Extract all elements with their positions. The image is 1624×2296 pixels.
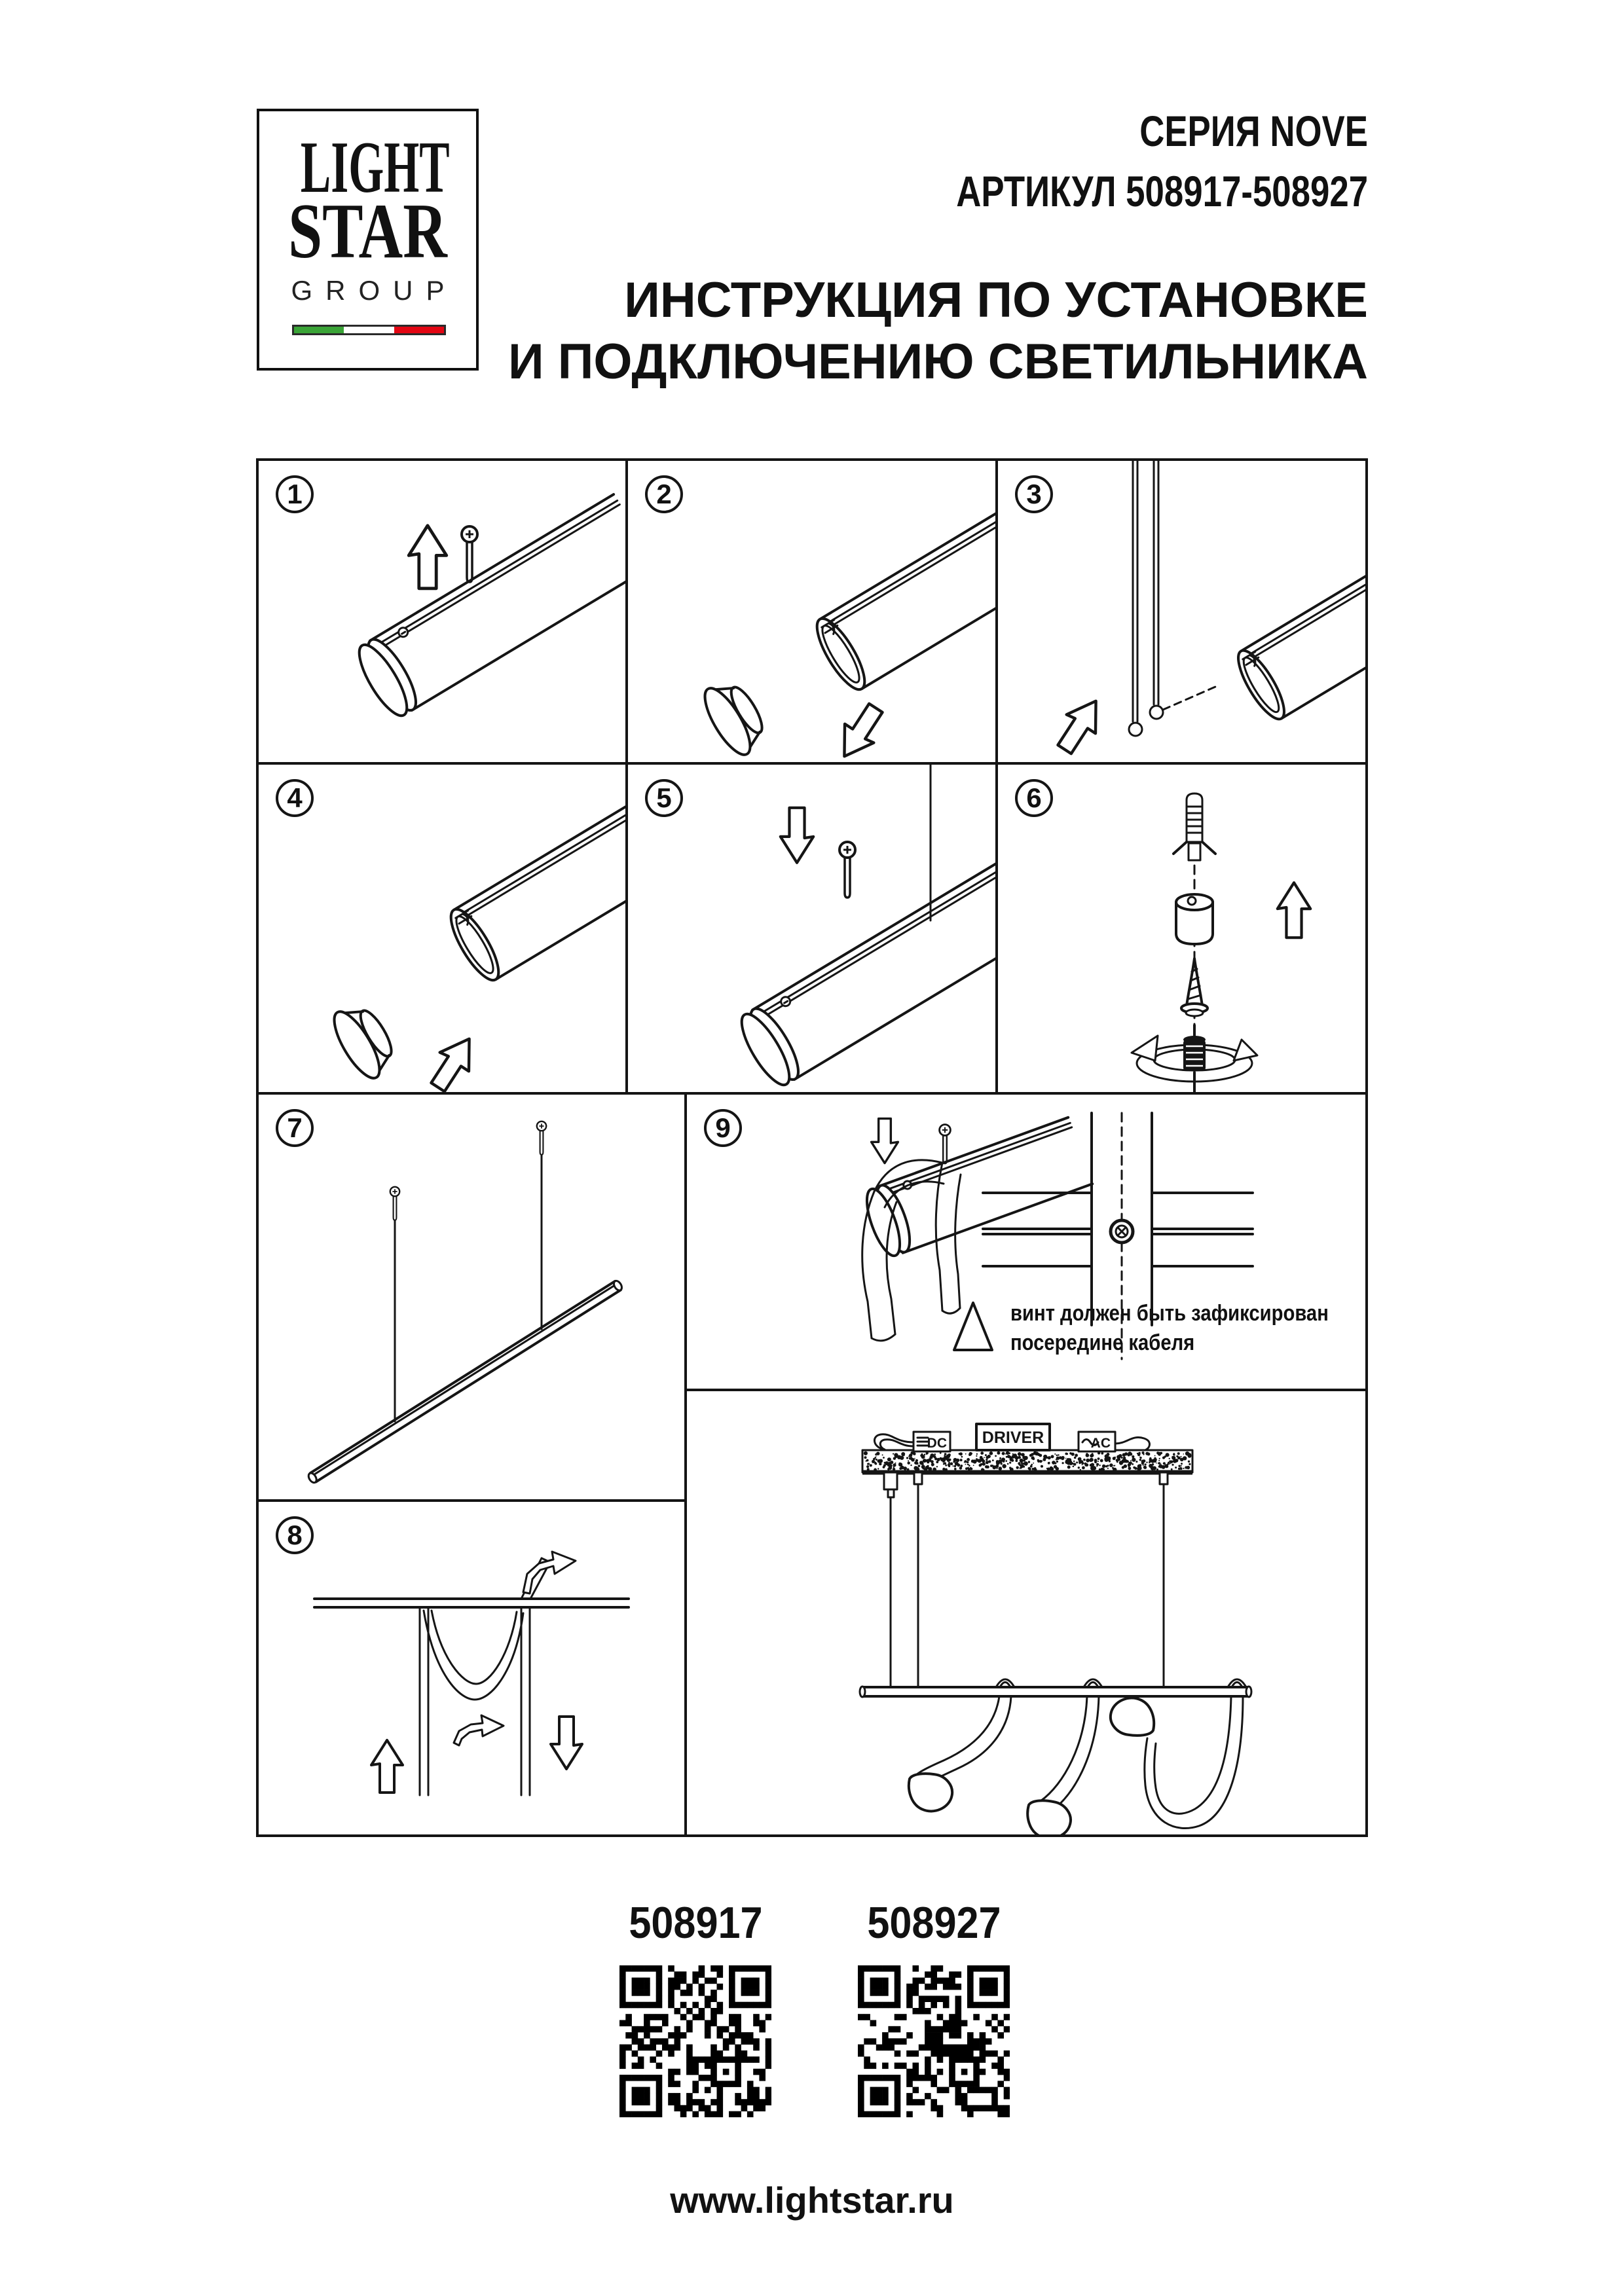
- end-cap: [326, 996, 403, 1084]
- down-arrow-icon: [781, 808, 813, 863]
- flag-green-segment: [294, 327, 344, 333]
- step-4-cell: [259, 765, 625, 1092]
- wall-plug-icon: [1173, 793, 1215, 860]
- page-title: ИНСТРУКЦИЯ ПО УСТАНОВКЕ И ПОДКЛЮЧЕНИЮ СВЕТИЛЬНИКА: [507, 272, 1368, 390]
- down-arrow-icon: [551, 1717, 582, 1769]
- article-range: АРТИКУЛ 508917-508927: [956, 167, 1368, 215]
- step-1-illustration: [259, 461, 625, 762]
- step-2-badge: 2: [645, 475, 683, 513]
- flag-white-segment: [344, 327, 394, 333]
- suspension-cable-right: [1154, 461, 1158, 704]
- italian-flag-bar: [292, 325, 446, 335]
- step-1-cell: [259, 461, 625, 762]
- website-url: www.lightstar.ru: [670, 2179, 954, 2221]
- step-1-badge: 1: [276, 475, 314, 513]
- step-2-illustration: [628, 461, 995, 762]
- curved-arrow-icon: [454, 1715, 504, 1745]
- down-left-arrow-icon: [830, 699, 890, 762]
- lamp-head-icon: [1022, 1790, 1077, 1834]
- pendant-lamps: [902, 1679, 1246, 1834]
- screw-icon: [940, 1125, 951, 1164]
- step-3-illustration: [998, 461, 1365, 762]
- warning-note-text: винт должен быть зафиксирован посередине кабеля: [1010, 1301, 1329, 1355]
- steps-grid: [256, 458, 1368, 1837]
- lightstar-logo: [257, 109, 479, 371]
- lamp-head-icon: [1105, 1690, 1160, 1747]
- step-3-cell: [998, 461, 1365, 762]
- driver-label: DRIVER: [982, 1429, 1044, 1447]
- step-9-cell: [687, 1095, 1365, 1389]
- step-6-illustration: [998, 765, 1365, 1092]
- step-2-cell: [628, 461, 995, 762]
- installed-view-cell: [687, 1391, 1365, 1834]
- step-8-badge: 8: [276, 1516, 314, 1554]
- cable-end-ball: [1150, 706, 1163, 719]
- cable-pairs: [420, 1607, 530, 1795]
- step-5-illustration: [628, 765, 995, 1092]
- step-7-cell: [259, 1095, 684, 1499]
- warning-triangle-icon: [951, 1299, 995, 1354]
- lamp-head-icon: [902, 1762, 958, 1819]
- cable-fixing-icon: [390, 1187, 399, 1220]
- rotate-to-fix-icon: [1132, 1025, 1257, 1092]
- tube-with-end-cap: [733, 836, 995, 1091]
- step-4-badge: 4: [276, 779, 314, 817]
- step-3-badge: 3: [1015, 475, 1053, 513]
- dc-label: DC: [927, 1436, 947, 1451]
- screw-icon: [1181, 958, 1208, 1016]
- step-8-illustration: [259, 1502, 684, 1834]
- qr-label-508927: 508927: [866, 1898, 1001, 1948]
- screw-icon: [840, 842, 855, 898]
- end-cap: [697, 673, 773, 761]
- tube-open-end: [443, 769, 625, 987]
- driver-assembly: [874, 1424, 1149, 1451]
- step-6-cell: [998, 765, 1365, 1092]
- header: [508, 107, 1368, 393]
- step-4-illustration: [259, 765, 625, 1092]
- warning-note: [951, 1299, 1380, 1358]
- screw-icon: [462, 526, 477, 582]
- suspension-cables: [395, 1155, 542, 1421]
- suspension-cables: [891, 1484, 1164, 1687]
- installed-view-illustration: [687, 1391, 1365, 1834]
- down-arrow-icon: [872, 1119, 898, 1163]
- series-title: СЕРИЯ NOVE: [1139, 107, 1368, 155]
- qr-code-508917: [619, 1965, 771, 2117]
- alignment-dashed-line: [1163, 687, 1215, 710]
- ceiling-anchors: [884, 1472, 1168, 1497]
- tube-open-end: [1230, 550, 1365, 725]
- up-right-arrow-icon: [1050, 691, 1110, 759]
- tube-top-view: [314, 1599, 629, 1607]
- cable-gripper-icon: [1176, 894, 1213, 944]
- flag-red-segment: [394, 327, 444, 333]
- step-5-badge: 5: [645, 779, 683, 817]
- step-7-illustration: [259, 1095, 684, 1499]
- suspended-tube: [860, 1686, 1251, 1697]
- cable-end-ball: [1129, 723, 1142, 736]
- up-right-arrow-icon: [423, 1029, 483, 1092]
- logo-word-light: LIGHT: [300, 127, 450, 208]
- cable-loop: [424, 1611, 523, 1700]
- curved-arrow-icon: [523, 1552, 576, 1594]
- qr-code-508927: [858, 1965, 1010, 2117]
- suspended-tube: [307, 1279, 623, 1484]
- suspension-cable-left: [1133, 461, 1137, 721]
- tube-with-end-cap: [351, 494, 625, 721]
- step-7-badge: 7: [276, 1109, 314, 1147]
- step-5-cell: [628, 765, 995, 1092]
- up-arrow-icon: [1278, 883, 1310, 938]
- up-arrow-icon: [409, 526, 447, 589]
- tube-with-end-cap: [860, 1118, 1093, 1260]
- qr-label-508917: 508917: [628, 1898, 763, 1948]
- cable-fixing-icon: [537, 1121, 546, 1155]
- tube-open-end: [809, 471, 995, 695]
- step-6-badge: 6: [1015, 779, 1053, 817]
- ac-label: AC: [1090, 1436, 1111, 1451]
- logo-word-star: STAR: [288, 187, 447, 274]
- step-8-cell: [259, 1502, 684, 1834]
- up-arrow-icon: [371, 1740, 403, 1793]
- logo-word-group: GROUP: [291, 275, 458, 306]
- step-9-badge: 9: [704, 1109, 742, 1147]
